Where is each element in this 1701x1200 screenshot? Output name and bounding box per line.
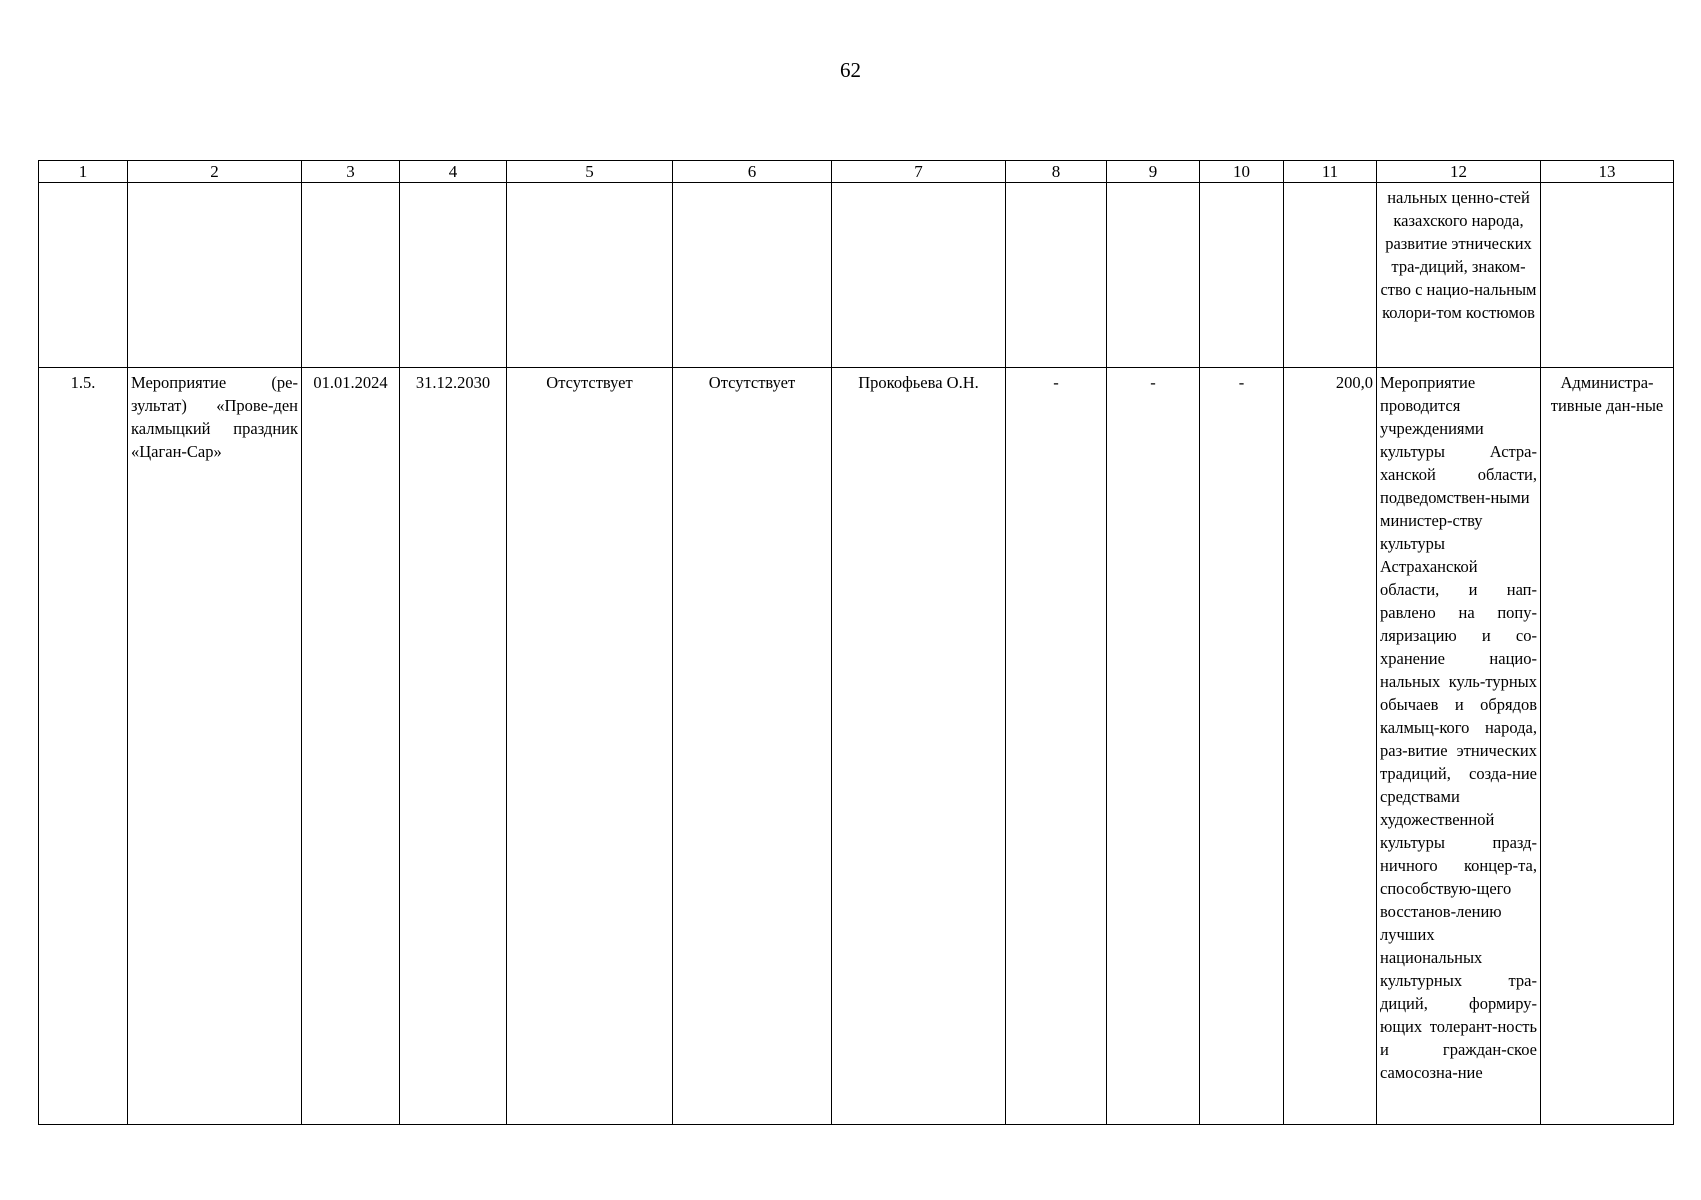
header-cell-13: 13: [1541, 161, 1674, 183]
empty-cell: [673, 183, 832, 368]
header-cell-9: 9: [1107, 161, 1200, 183]
row-number-cell: 1.5.: [39, 368, 128, 1125]
header-row: [39, 161, 1674, 183]
empty-cell: [1284, 183, 1377, 368]
start-date-cell: 01.01.2024: [302, 368, 400, 1125]
header-cell-8: 8: [1006, 161, 1107, 183]
continuation-row: [39, 183, 1674, 368]
header-cell-4: 4: [400, 161, 507, 183]
col9-cell: -: [1107, 368, 1200, 1125]
data-source-cell: Администра-тивные дан-ные: [1541, 368, 1674, 1125]
col5-cell: Отсутствует: [507, 368, 673, 1125]
empty-cell: [832, 183, 1006, 368]
header-cell-2: 2: [128, 161, 302, 183]
col10-cell: -: [1200, 368, 1284, 1125]
event-name-cell: Мероприятие (ре-зультат) «Прове-ден калмыцкий праздник «Цаган-Сар»: [128, 368, 302, 1125]
col6-cell: Отсутствует: [673, 368, 832, 1125]
header-cell-10: 10: [1200, 161, 1284, 183]
header-cell-6: 6: [673, 161, 832, 183]
empty-cell: [1541, 183, 1674, 368]
description-cell: Мероприятие проводится учреждениями культуры Астра-ханской области, подведомствен-ными министер-ству культуры Астраханской области, и нап-равлено на попу-ляризацию и со-хранение нацио-нальных куль-турных обычаев и обрядов калмыц-кого народа, раз-витие этнических традиций, созда-ние средствами художественной культуры празд-ничного концер-та, способствую-щего восстанов-лению лучших национальных культурных тра-диций, формиру-ющих толерант-ность и граждан-ское самосозна-ние: [1377, 368, 1541, 1125]
empty-cell: [302, 183, 400, 368]
header-cell-7: 7: [832, 161, 1006, 183]
empty-cell: [128, 183, 302, 368]
empty-cell: [39, 183, 128, 368]
header-cell-12: 12: [1377, 161, 1541, 183]
empty-cell: [1006, 183, 1107, 368]
header-cell-3: 3: [302, 161, 400, 183]
responsible-cell: Прокофьева О.Н.: [832, 368, 1006, 1125]
table-row: [39, 368, 1674, 1125]
end-date-cell: 31.12.2030: [400, 368, 507, 1125]
page-number: 62: [840, 58, 861, 82]
continued-description-cell: нальных ценно-стей казахского народа, развитие этнических тра-диций, знаком-ство с нацио-нальным колори-том костюмов: [1377, 183, 1541, 368]
header-cell-1: 1: [39, 161, 128, 183]
empty-cell: [507, 183, 673, 368]
empty-cell: [1107, 183, 1200, 368]
col8-cell: -: [1006, 368, 1107, 1125]
empty-cell: [1200, 183, 1284, 368]
amount-cell: 200,0: [1284, 368, 1377, 1125]
empty-cell: [400, 183, 507, 368]
header-cell-11: 11: [1284, 161, 1377, 183]
header-cell-5: 5: [507, 161, 673, 183]
program-table: [38, 160, 1674, 1125]
